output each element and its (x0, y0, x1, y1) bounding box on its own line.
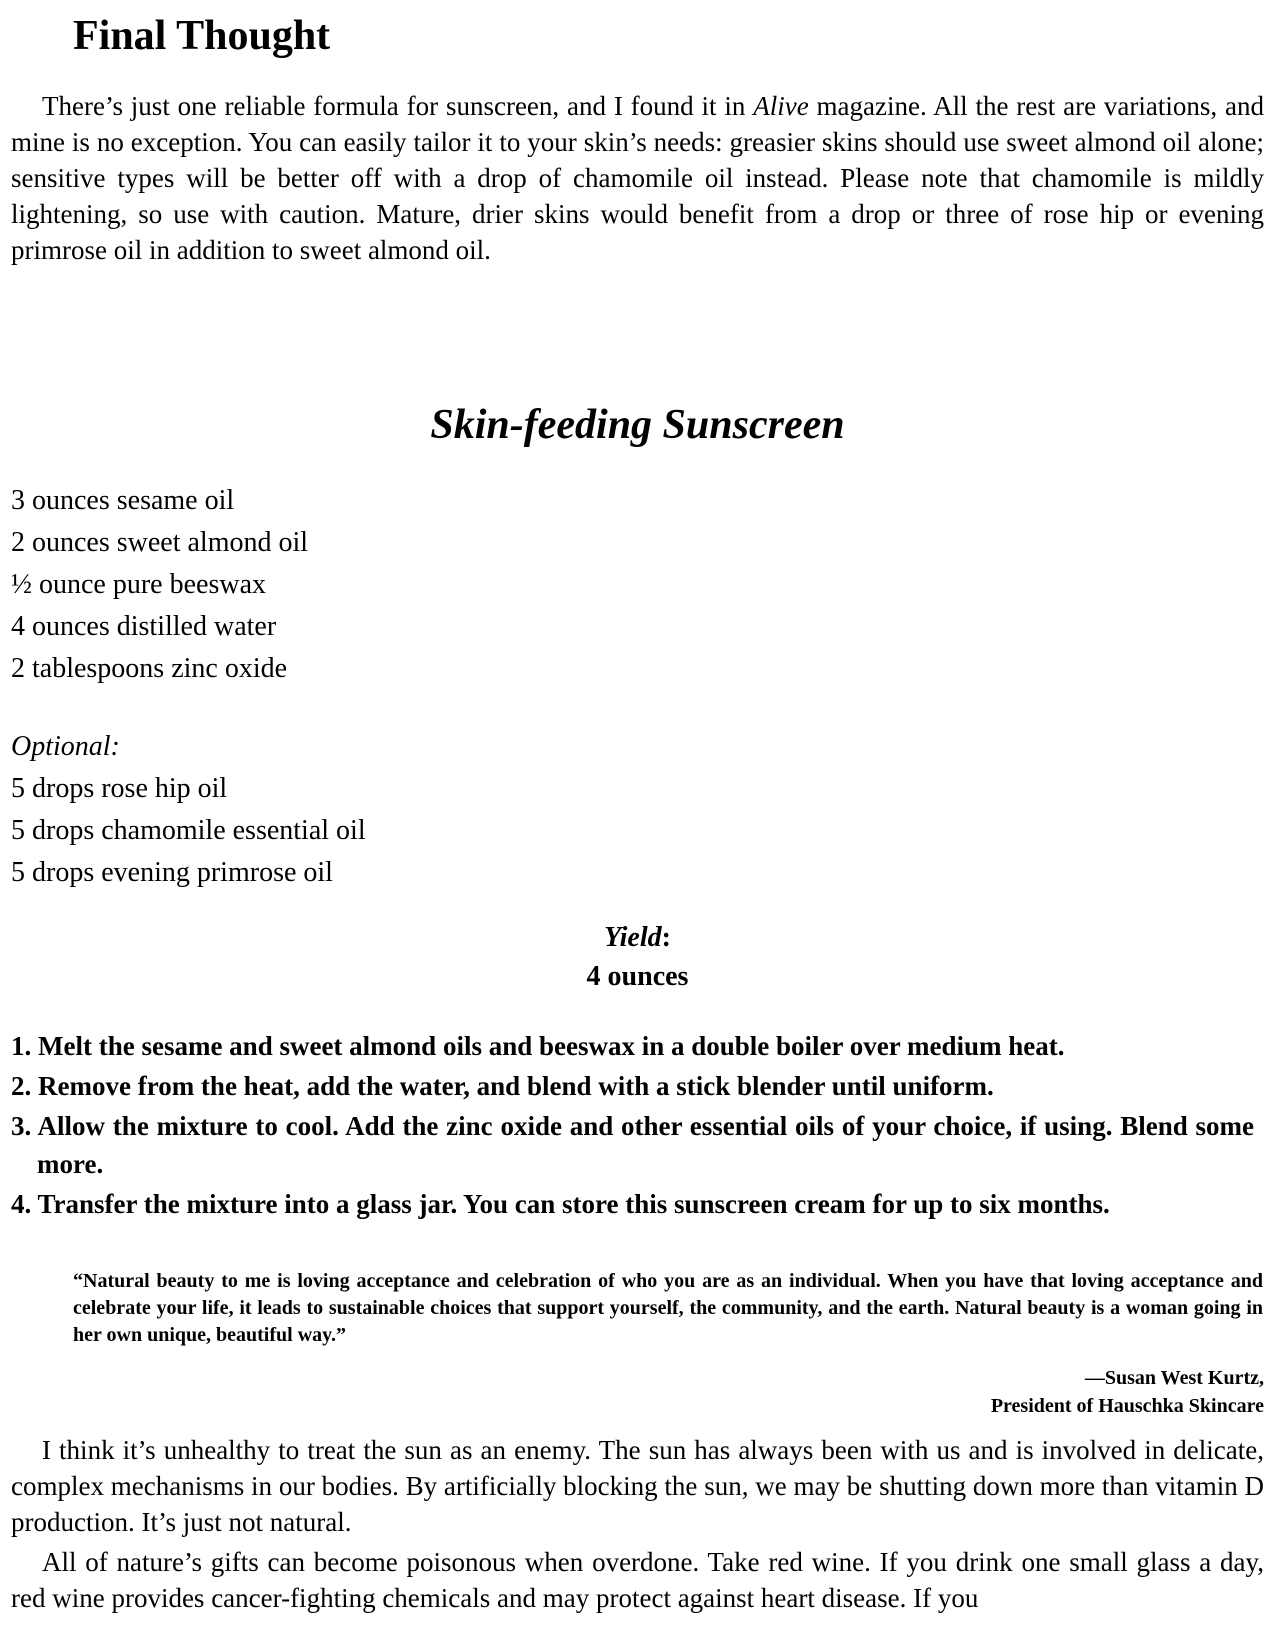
pull-quote: “Natural beauty to me is loving acceptance and celebration of who you are as an individual. When you have that loving acceptance and celebrate your life, it leads to sustainable choices that support yourself, the community, and the earth. Natural beauty is a woman going in her own unique, beautiful way.” (73, 1270, 1263, 1346)
yield-colon: : (661, 922, 671, 953)
yield-label-line (11, 918, 1264, 957)
optional-ingredient-item: 5 drops rose hip oil (11, 773, 228, 804)
body-paragraph: All of nature’s gifts can become poisonous when overdone. Take red wine. If you drink one small glass a day, red wine provides cancer-fighting chemicals and may protect against heart disease. If you (11, 1547, 1264, 1613)
ingredient-list (11, 480, 308, 690)
optional-label: Optional: (11, 731, 120, 762)
ingredient-item: 3 ounces sesame oil (11, 485, 235, 516)
yield-label: Yield (604, 922, 662, 953)
recipe-title: Skin-feeding Sunscreen (430, 402, 845, 448)
section-heading: Final Thought (73, 13, 331, 59)
instruction-steps (11, 1027, 1254, 1225)
ingredient-item: 2 tablespoons zinc oxide (11, 653, 288, 684)
magazine-title: Alive (753, 91, 809, 121)
optional-ingredient-item: 5 drops chamomile essential oil (11, 815, 366, 846)
intro-text-start: There’s just one reliable formula for sunscreen, and I found it in (42, 91, 754, 121)
instruction-step: 1. Melt the sesame and sweet almond oils and beeswax in a double boiler over medium heat. (11, 1031, 1065, 1061)
quote-author: —Susan West Kurtz, (1084, 1367, 1264, 1389)
ingredient-item: 4 ounces distilled water (11, 611, 277, 642)
instruction-step: 3. Allow the mixture to cool. Add the zinc oxide and other essential oils of your choice, if using. Blend some more. (11, 1111, 1254, 1179)
optional-ingredient-item: 5 drops evening primrose oil (11, 857, 333, 888)
yield-value: 4 ounces (586, 961, 689, 992)
intro-paragraph (11, 88, 1264, 268)
optional-ingredient-list (11, 768, 366, 894)
yield-block (11, 918, 1264, 996)
quote-author-title: President of Hauschka Skincare (990, 1395, 1264, 1417)
ingredient-item: 2 ounces sweet almond oil (11, 527, 309, 558)
quote-attribution (991, 1364, 1264, 1420)
body-paragraph: I think it’s unhealthy to treat the sun as an enemy. The sun has always been with us and is involved in delicate, complex mechanisms in our bodies. By artificially blocking the sun, we may be shutting down more than vitamin D production. It’s just not natural. (11, 1435, 1264, 1537)
ingredient-item: ½ ounce pure beeswax (11, 569, 267, 600)
intro-text-end: magazine. All the rest are variations, and mine is no exception. You can easily tailor it to your skin’s needs: greasier skins should use sweet almond oil alone; sensitive types will be better off with a drop of chamomile oil instead. Please note that chamomile is mildly lightening, so use with caution. Mature, drier skins would benefit from a drop or three of rose hip or evening primrose oil in addition to sweet almond oil. (11, 91, 1264, 265)
instruction-step: 4. Transfer the mixture into a glass jar. You can store this sunscreen cream for up to six months. (11, 1189, 1110, 1219)
instruction-step: 2. Remove from the heat, add the water, and blend with a stick blender until uniform. (11, 1071, 994, 1101)
